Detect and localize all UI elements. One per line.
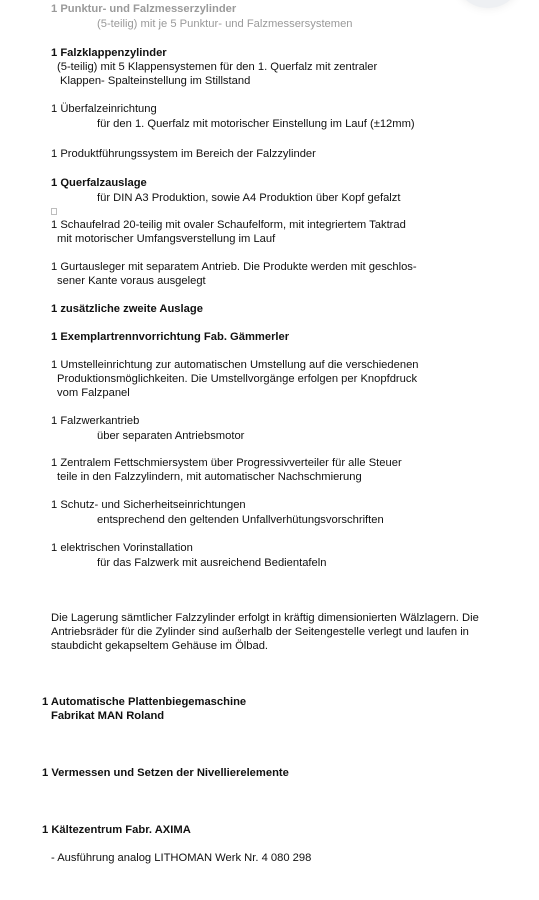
item-fettschmiersystem-2: teile in den Falzzylindern, mit automatischer Nachschmierung bbox=[57, 471, 362, 483]
detail-punktur-zylinder: (5-teilig) mit je 5 Punktur- und Falzmessersystemen bbox=[97, 18, 353, 30]
paragraph-lagerung-3: staubdicht gekapseltem Gehäuse im Ölbad. bbox=[51, 640, 269, 652]
item-gurtausleger-2: sener Kante voraus ausgelegt bbox=[57, 275, 206, 287]
item-schaufelrad-1: 1 Schaufelrad 20-teilig mit ovaler Schaufelform, mit integriertem Taktrad bbox=[51, 219, 406, 231]
heading-plattenbiegemaschine: 1 Automatische Plattenbiegemaschine bbox=[42, 696, 247, 708]
heading-falzwerkantrieb: 1 Falzwerkantrieb bbox=[51, 415, 140, 427]
detail-vorinstallation: für das Falzwerk mit ausreichend Bedientafeln bbox=[97, 557, 327, 569]
heading-falzklappenzylinder: 1 Falzklappenzylinder bbox=[51, 47, 167, 59]
detail-falzklappenzylinder-2: Klappen- Spalteinstellung im Stillstand bbox=[60, 75, 251, 87]
heading-kaeltezentrum: 1 Kältezentrum Fabr. AXIMA bbox=[42, 824, 191, 836]
heading-ueberfalzeinrichtung: 1 Überfalzeinrichtung bbox=[51, 103, 157, 115]
heading-querfalzauslage: 1 Querfalzauslage bbox=[51, 177, 147, 189]
detail-falzwerkantrieb: über separaten Antriebsmotor bbox=[97, 430, 245, 442]
corner-overlay bbox=[458, 0, 518, 8]
item-fettschmiersystem-1: 1 Zentralem Fettschmiersystem über Progressivverteiler für alle Steuer bbox=[51, 457, 402, 469]
detail-kaeltezentrum: - Ausführung analog LITHOMAN Werk Nr. 4 080 298 bbox=[51, 852, 312, 864]
heading-nivellierelemente: 1 Vermessen und Setzen der Nivellierelemente bbox=[42, 767, 289, 779]
item-umstelleinrichtung-3: vom Falzpanel bbox=[57, 387, 130, 399]
placeholder-box-icon bbox=[51, 208, 57, 215]
heading-schutzeinrichtungen: 1 Schutz- und Sicherheitseinrichtungen bbox=[51, 499, 246, 511]
item-umstelleinrichtung-2: Produktionsmöglichkeiten. Die Umstellvorgänge erfolgen per Knopfdruck bbox=[57, 373, 418, 385]
heading-zweite-auslage: 1 zusätzliche zweite Auslage bbox=[51, 303, 203, 315]
heading-vorinstallation: 1 elektrischen Vorinstallation bbox=[51, 542, 193, 554]
detail-ueberfalzeinrichtung: für den 1. Querfalz mit motorischer Einstellung im Lauf (±12mm) bbox=[97, 118, 415, 130]
item-produktfuehrungssystem: 1 Produktführungssystem im Bereich der Falzzylinder bbox=[51, 148, 316, 160]
heading-exemplartrennvorrichtung: 1 Exemplartrennvorrichtung Fab. Gämmerler bbox=[51, 331, 290, 343]
detail-plattenbiegemaschine: Fabrikat MAN Roland bbox=[51, 710, 165, 722]
heading-punktur-zylinder: 1 Punktur- und Falzmesserzylinder bbox=[51, 3, 237, 15]
item-gurtausleger-1: 1 Gurtausleger mit separatem Antrieb. Die Produkte werden mit geschlos- bbox=[51, 261, 417, 273]
item-umstelleinrichtung-1: 1 Umstelleinrichtung zur automatischen Umstellung auf die verschiedenen bbox=[51, 359, 419, 371]
detail-schutzeinrichtungen: entsprechend den geltenden Unfallverhütungsvorschriften bbox=[97, 514, 384, 526]
paragraph-lagerung-2: Antriebsräder für die Zylinder sind außerhalb der Seitengestelle verlegt und laufen in bbox=[51, 626, 469, 638]
detail-falzklappenzylinder-1: (5-teilig) mit 5 Klappensystemen für den 1. Querfalz mit zentraler bbox=[57, 61, 378, 73]
detail-querfalzauslage: für DIN A3 Produktion, sowie A4 Produktion über Kopf gefalzt bbox=[97, 192, 401, 204]
paragraph-lagerung-1: Die Lagerung sämtlicher Falzzylinder erfolgt in kräftig dimensionierten Wälzlagern. Die bbox=[51, 612, 479, 624]
item-schaufelrad-2: mit motorischer Umfangsverstellung im Lauf bbox=[57, 233, 276, 245]
